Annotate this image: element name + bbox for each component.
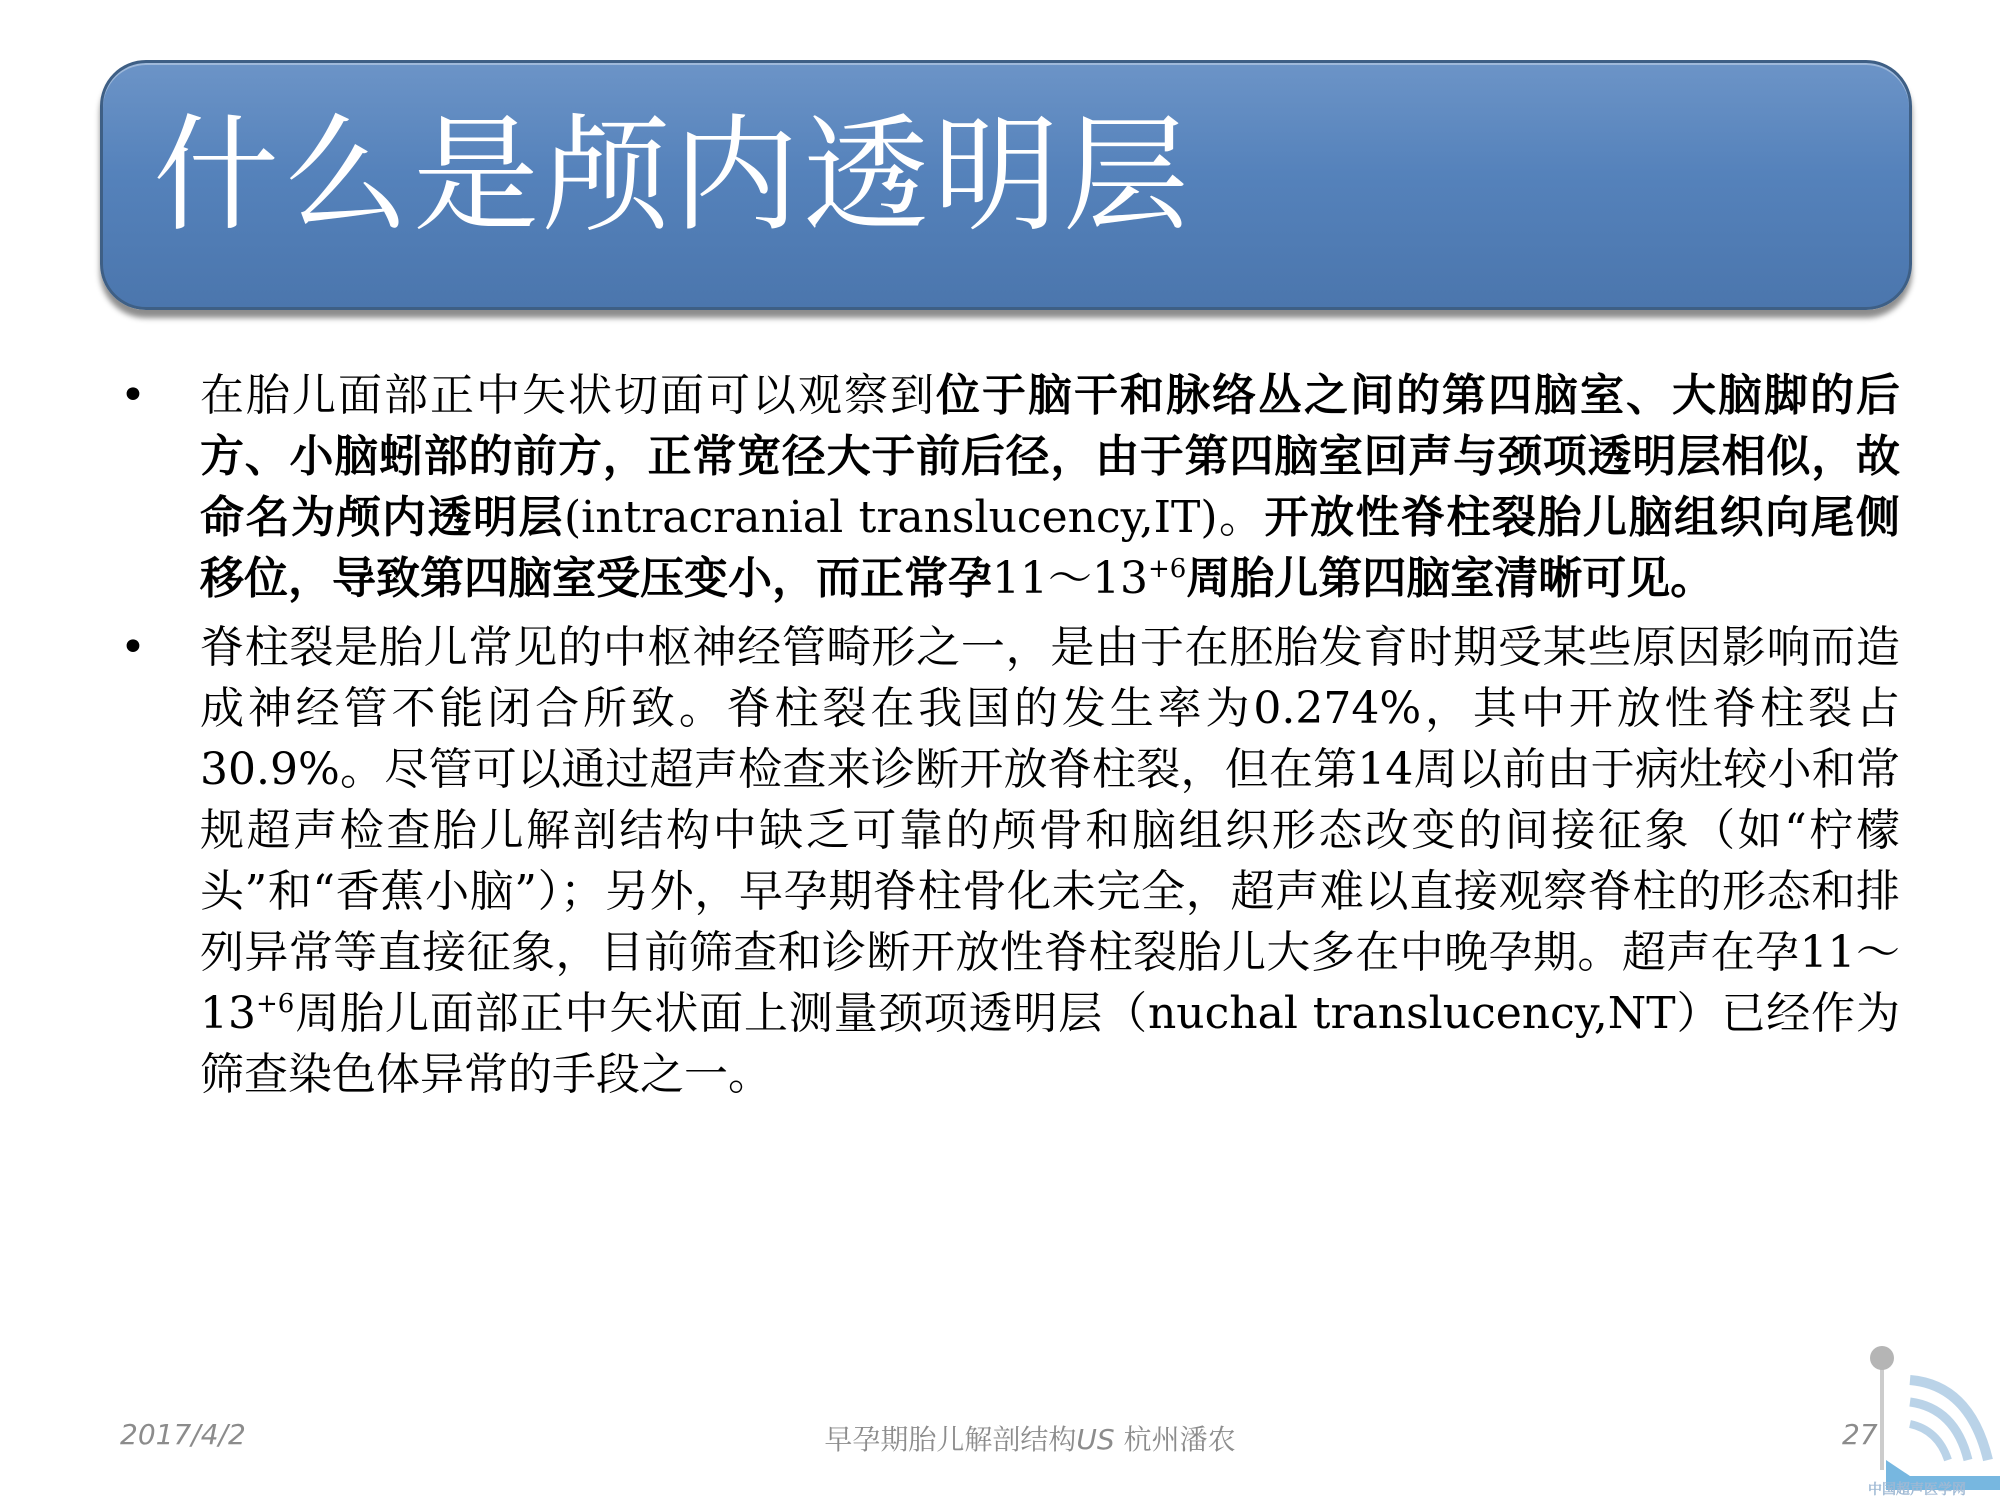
- page-number: 27: [1842, 1418, 1878, 1451]
- text-segment-bold: 开放性脊柱裂胎儿脑组织向尾侧移位，导致第四脑室受压变小，而正常孕: [200, 492, 1901, 604]
- text-segment: 脊柱裂是胎儿常见的中枢神经管畸形之一，是由于在胚胎发育时期受某些原因影响而造成神经管不能闭合所致。脊柱裂在我国的发生率为0.274%，其中开放性脊柱裂占30.9%。尽管可以通过超声检查来诊断开放脊柱裂，但在第14周以前由于病灶较小和常规超声检查胎儿解剖结构中缺乏可靠的颅骨和脑组织形态改变的间接征象（如“柠檬头”和“香蕉小脑”）；另外，早孕期脊柱骨化未完全，超声难以直接观察脊柱的形态和排列异常等直接征象，目前筛查和诊断开放性脊柱裂胎儿大多在中晚孕期。超声在孕11～13: [200, 622, 1900, 1039]
- superscript: +6: [256, 989, 295, 1019]
- bullet-text-1: [200, 365, 1900, 609]
- text-segment: 11～13: [992, 553, 1148, 604]
- bullet-item-1: [120, 365, 1900, 609]
- text-segment: 周胎儿面部正中矢状面上测量颈项透明层（nuchal translucency,NT）已经作为筛查染色体异常的手段之一。: [200, 988, 1900, 1100]
- footer-title-italic: US: [1076, 1423, 1115, 1456]
- text-segment-bold: 周胎儿第四脑室清晰可见。: [1186, 553, 1715, 604]
- footer-title: [770, 1418, 1290, 1458]
- footer-title-part: 杭州潘农: [1114, 1423, 1236, 1456]
- text-segment-bold: 位于脑干和脉络丛之间的第四脑室、大脑脚的后方、小脑蚓部的前方，正常宽径大于前后径，由于第四脑室回声与颈项透明层相似，故命名为颅内透明层: [200, 370, 1900, 543]
- superscript: +6: [1147, 554, 1187, 584]
- footer-title-part: 早孕期胎儿解剖结构: [824, 1423, 1077, 1456]
- title-banner: [100, 60, 1912, 310]
- slide-content: [120, 365, 1900, 1113]
- slide-title: 什么是颅内透明层: [153, 102, 1193, 249]
- watermark-logo-icon: [1850, 1340, 2000, 1500]
- watermark-caption: 中国超声医学网: [1868, 1482, 1966, 1498]
- bullet-marker: •: [120, 370, 146, 421]
- footer-date: 2017/4/2: [120, 1418, 246, 1451]
- text-segment: 在胎儿面部正中矢状切面可以观察到: [200, 370, 936, 421]
- bullet-marker: •: [120, 622, 146, 673]
- bullet-text-2: [200, 617, 1900, 1105]
- bullet-item-2: [120, 617, 1900, 1105]
- text-segment: (intracranial translucency,IT)。: [564, 492, 1265, 543]
